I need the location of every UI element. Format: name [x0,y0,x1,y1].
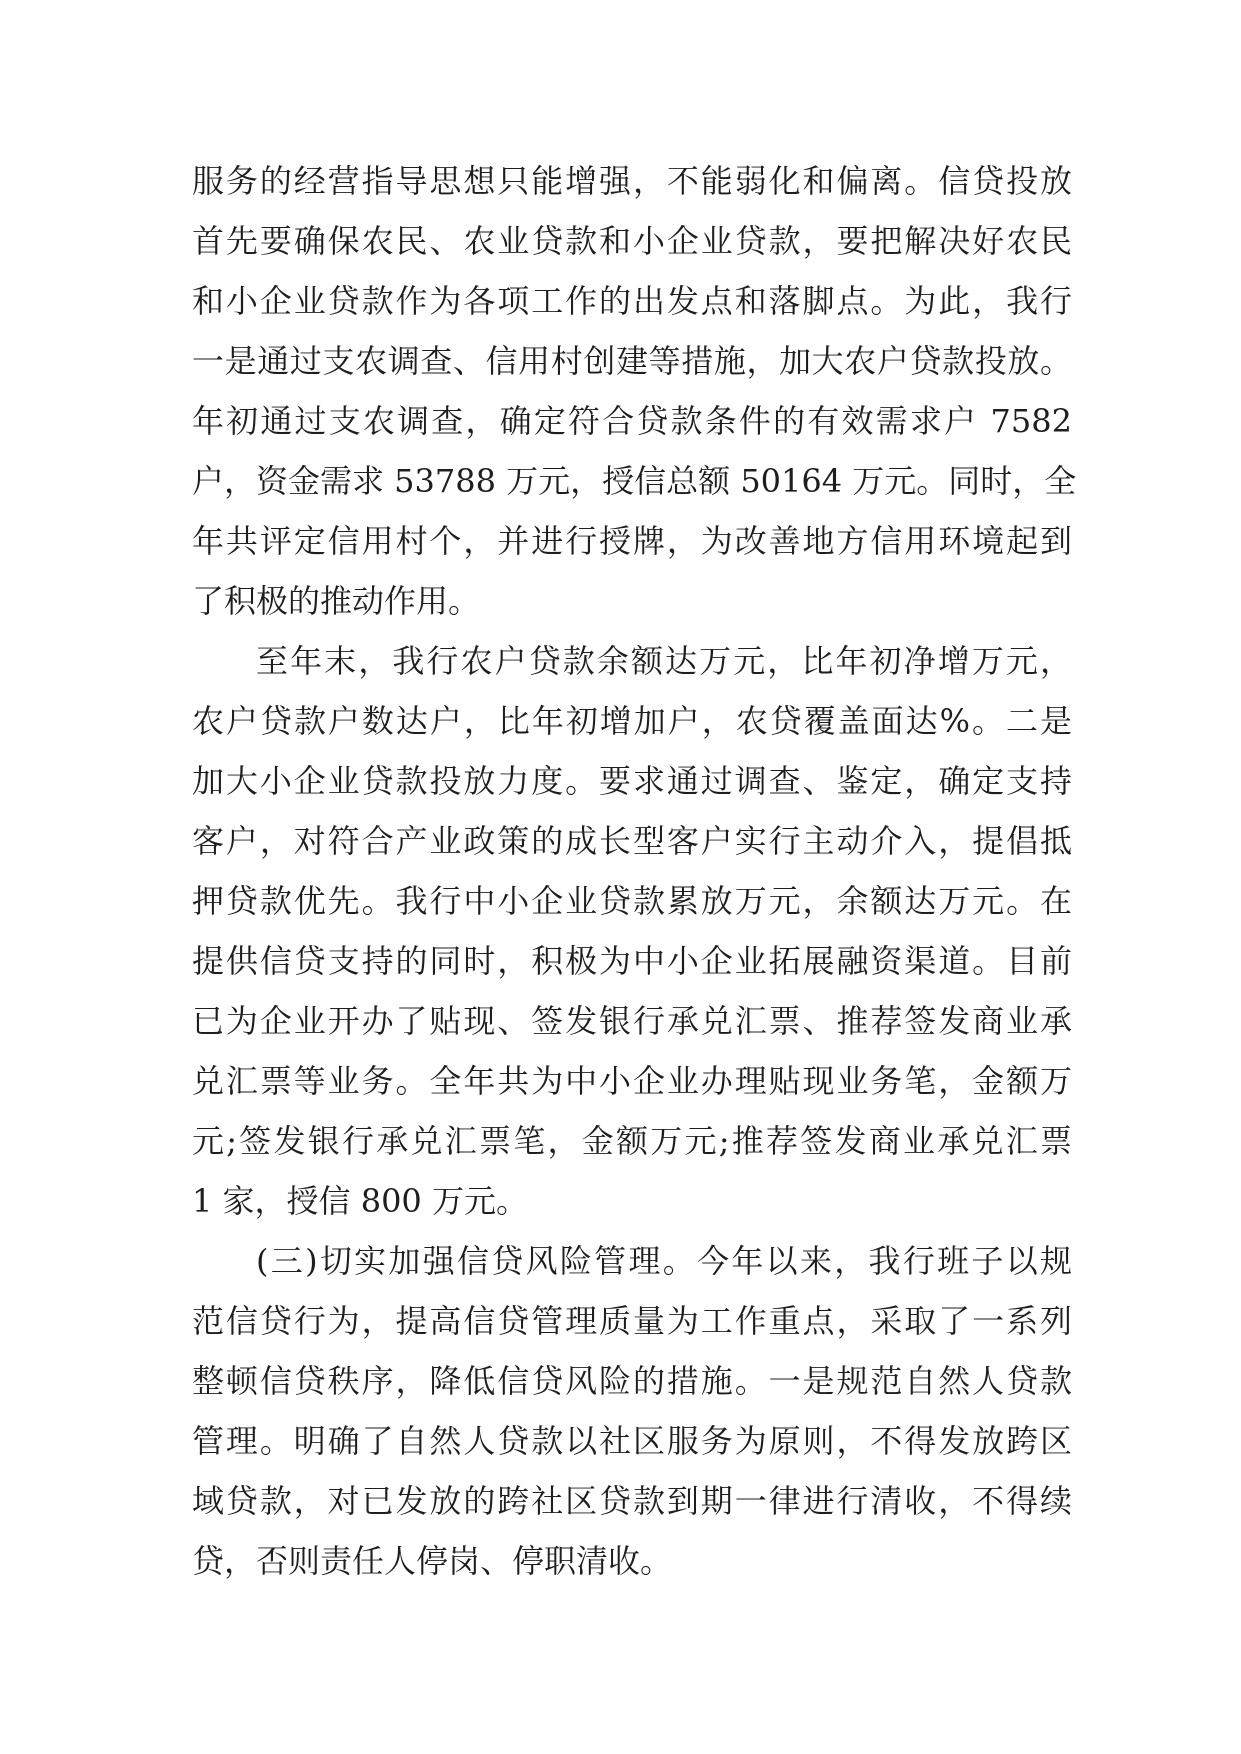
text-line: 贷，否则责任人停岗、停职清收。 [192,1542,673,1580]
text-line: 范信贷行为，提高信贷管理质量为工作重点，采取了一系列 [192,1302,1072,1340]
text-line: 押贷款优先。我行中小企业贷款累放万元，余额达万元。在 [192,882,1072,920]
text-line: 1 家，授信 800 万元。 [192,1182,528,1220]
text-line: 已为企业开办了贴现、签发银行承兑汇票、推荐签发商业承 [192,1002,1072,1040]
text-line: 了积极的推动作用。 [192,582,481,620]
text-line: 客户，对符合产业政策的成长型客户实行主动介入，提倡抵 [192,822,1072,860]
text-line: 加大小企业贷款投放力度。要求通过调查、鉴定，确定支持 [192,762,1072,800]
paragraph-first-line: 至年末，我行农户贷款余额达万元，比年初净增万元， [256,642,1072,680]
paragraph-first-line: (三)切实加强信贷风险管理。今年以来，我行班子以规 [256,1242,1072,1280]
text-line: 和小企业贷款作为各项工作的出发点和落脚点。为此，我行 [192,282,1072,320]
text-line: 管理。明确了自然人贷款以社区服务为原则，不得发放跨区 [192,1422,1072,1460]
text-line: 兑汇票等业务。全年共为中小企业办理贴现业务笔，金额万 [192,1062,1072,1100]
text-line: 首先要确保农民、农业贷款和小企业贷款，要把解决好农民 [192,222,1072,260]
text-line: 农户贷款户数达户，比年初增加户，农贷覆盖面达%。二是 [192,702,1072,740]
text-line: 年初通过支农调查，确定符合贷款条件的有效需求户 7582 [192,402,1072,440]
text-line: 元;签发银行承兑汇票笔，金额万元;推荐签发商业承兑汇票 [192,1122,1072,1160]
text-line: 服务的经营指导思想只能增强，不能弱化和偏离。信贷投放 [192,162,1072,200]
text-line: 整顿信贷秩序，降低信贷风险的措施。一是规范自然人贷款 [192,1362,1072,1400]
text-line: 域贷款，对已发放的跨社区贷款到期一律进行清收，不得续 [192,1482,1072,1520]
text-line: 一是通过支农调查、信用村创建等措施，加大农户贷款投放。 [192,342,1072,380]
text-line: 年共评定信用村个，并进行授牌，为改善地方信用环境起到 [192,522,1072,560]
text-line: 提供信贷支持的同时，积极为中小企业拓展融资渠道。目前 [192,942,1072,980]
text-line: 户，资金需求 53788 万元，授信总额 50164 万元。同时，全 [192,462,1077,500]
